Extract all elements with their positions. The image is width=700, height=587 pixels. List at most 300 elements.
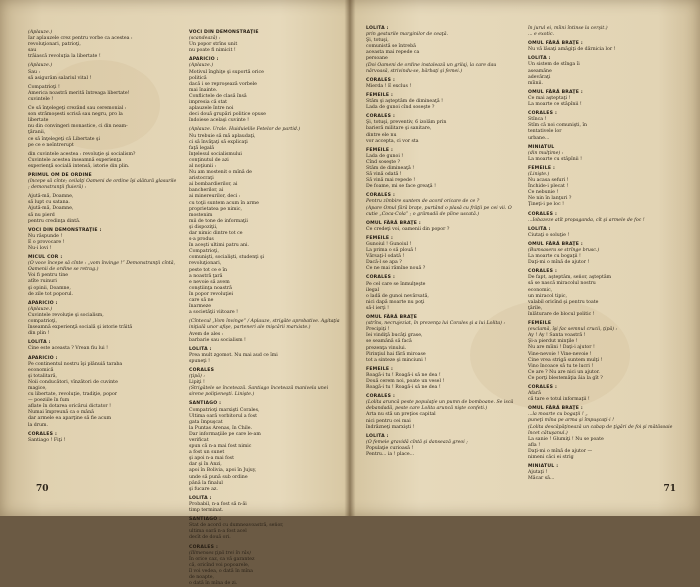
right-page-column-1 xyxy=(366,26,518,482)
dialogue-line: aplauzele între noi xyxy=(189,106,340,112)
dialogue-line: al noţiunii : xyxy=(189,164,340,170)
dialogue-line: Ce mai aşteptaţi ! xyxy=(528,96,680,102)
dialogue-line: Ce nebunie ! xyxy=(528,190,680,196)
speaker-name: APARICIO : xyxy=(189,57,340,63)
dialogue-line: şi dispoziţii, xyxy=(189,225,340,231)
dialogue-line: atîte ruinuri xyxy=(28,279,179,285)
dialogue-line: Pirinţiul hai fără miroase xyxy=(366,352,518,358)
dialogue-line: dacă i se reproşează vorbele xyxy=(189,82,340,88)
stage-direction: (Aplauze.) xyxy=(28,63,179,69)
left-page-column-1 xyxy=(28,30,179,486)
dialogue-line: gata împuşcat xyxy=(189,420,340,426)
dialogue-block xyxy=(528,406,680,461)
stage-direction: (O femeie gravidă cîntă şi dansează greoi ; xyxy=(366,440,518,446)
dialogue-line: Sau : xyxy=(28,70,179,76)
stage-direction: (Bumsasera se strînge brusc.) xyxy=(528,248,680,254)
dialogue-line: pe ce e neîntrerupt xyxy=(28,143,179,149)
dialogue-block xyxy=(189,496,340,514)
speaker-name: CORALES : xyxy=(528,385,680,391)
dialogue-line: a fost un sunet xyxy=(189,450,340,456)
dialogue-line: Prea mult zgomot. Nu mai aud ce îmi xyxy=(189,353,340,359)
stage-direction: (Aplauze. Urale. Huiduielile Fetelor de partid.) xyxy=(189,127,340,133)
dialogue-line: În orice caz, ca vă garantez xyxy=(189,557,340,563)
dialogue-line: Cuvintele acestea inseamnă experienţa xyxy=(28,158,179,164)
stage-direction: (ţipă) : xyxy=(189,374,340,380)
dialogue-line: revoluţionari, xyxy=(189,261,340,267)
stage-direction: (Linişte.) xyxy=(528,172,680,178)
stage-direction: (exclamă, îşi fac semnul crucii, ţipă) : xyxy=(528,327,680,333)
dialogue-line: nici pentru cei mai xyxy=(366,419,518,425)
dialogue-line: mîinii. xyxy=(528,81,680,87)
dialogue-line: un miracol tipic, xyxy=(528,294,680,300)
dialogue-line: la Puntas Arenas, în Chile. xyxy=(189,426,340,432)
speaker-name: OMUL FĂRĂ BRAŢE : xyxy=(528,90,680,96)
dialogue-line: peste tot ce e în xyxy=(189,268,340,274)
dialogue-line: înarmeze xyxy=(189,304,340,310)
dialogue-block xyxy=(366,26,518,75)
stage-direction: (Apare Omul fără braţe, purtând o plasă cu frăţii pe cei vii. O cutie „Coca-Cola” ; o grămadă de pîine uscată.) xyxy=(366,206,518,218)
dialogue-line: Stînca ! xyxy=(528,117,680,123)
dialogue-line: Roagă-i tu ! Roagă-i să ne dea ! xyxy=(366,385,518,391)
dialogue-line: Compatrioţi marxişti Corales, xyxy=(189,408,340,414)
dialogue-line: verificat xyxy=(189,438,340,444)
dialogue-line: Ajută-mă, Doamne, xyxy=(28,194,179,200)
dialogue-line: Ay ! Ay ! Santa voastră ! xyxy=(528,333,680,339)
dialogue-line: ci să învăţaţi să explicaţi xyxy=(189,140,340,146)
stage-direction: în jurul ei, mîini întinse la cerşit.) xyxy=(528,26,680,32)
dialogue-line: Motivul înghiţe şi suportă orice xyxy=(189,70,340,76)
dialogue-line: Ce credeţi voi, oamenii din popor ? xyxy=(366,227,518,233)
dialogue-line: Ajutaţi ! xyxy=(528,470,680,476)
speaker-name: OMUL FĂRĂ BRAŢE : xyxy=(528,242,680,248)
dialogue-line: îndoiese acelaşi cuvinte ! xyxy=(189,118,340,124)
dialogue-line: cu libertate, revoluţie, tradiţie, popor xyxy=(28,392,179,398)
dialogue-line: revoluţionari, patrioţi, xyxy=(28,42,179,48)
dialogue-line: Cuvintele revoluţie şi socialism, xyxy=(28,313,179,319)
dialogue-block xyxy=(28,194,179,224)
dialogue-line: nimeni căci ei strig xyxy=(528,455,680,461)
dialogue-line: Un sistem de stînga îi xyxy=(528,62,680,68)
dialogue-line: Mierda ! E exclus ! xyxy=(366,84,518,90)
dialogue-line: persoane xyxy=(366,56,518,62)
speaker-name: APARICIO : xyxy=(28,301,179,307)
dialogue-line: în popor revoluţiei xyxy=(189,292,340,298)
stage-direction: prin gesturile marginilor de ceaţă. xyxy=(366,32,518,38)
speaker-name: LOLITA : xyxy=(189,496,340,502)
dialogue-line: Nu vă lăsaţi amăgiţi de dărnicia lor ! xyxy=(528,47,680,53)
dialogue-line: compatrioţi, xyxy=(28,319,179,325)
dialogue-line: ultima oară n-a fost acel xyxy=(189,529,340,535)
dialogue-line: tot a sinteze şi minciuni ! xyxy=(366,358,518,364)
speaker-name: LOLITA : xyxy=(189,347,340,353)
dialogue-line: din cuvintele acestea : revoluţie şi socialism? xyxy=(28,152,179,158)
speaker-name: VOCI DIN DEMONSTRAŢIE xyxy=(189,30,340,36)
stage-direction: (Doi Oameni de ordine instalează un grilaj, la care dau nărvoasă, strivindu-se, bărbaţi şi femei.) xyxy=(366,63,518,75)
dialogue-line: Un popor strîns unit xyxy=(189,42,340,48)
dialogue-line: conţinutul de azi xyxy=(189,158,340,164)
stage-direction: ...la moarte cu bogaţii ! „ xyxy=(528,412,680,418)
dialogue-line: Pentru... ia ! place... xyxy=(366,452,518,458)
dialogue-line: Lada de gunoi cînd soseşte ? xyxy=(366,105,518,111)
dialogue-line: Gunoiul ! Gunoiul ! xyxy=(366,242,518,248)
dialogue-line: ţările, xyxy=(528,306,680,312)
dialogue-line: cu toţii suntem acum în arme xyxy=(189,201,340,207)
dialogue-line: apoi în Bolivia, apoi în Jujuy, xyxy=(189,468,340,474)
dialogue-line: Daţi-mi o mînă de ajutor ! xyxy=(528,260,680,266)
speaker-name: SANTIAGO : xyxy=(189,517,340,523)
dialogue-line: Daţi-mi o mînă de ajutor — xyxy=(528,449,680,455)
dialogue-line: care să ne xyxy=(189,298,340,304)
dialogue-block xyxy=(528,227,680,239)
dialogue-line: valabil oricînd şi pentru toate xyxy=(528,300,680,306)
dialogue-block xyxy=(28,301,179,338)
dialogue-line: Avem de ales : xyxy=(189,332,340,338)
dialogue-line: Ultima oară vorbitorul a fost xyxy=(189,414,340,420)
dialogue-line: Şi, totuşi, preventiv, 6 izolăm prin xyxy=(366,120,518,126)
dialogue-line: Cînd soseşte ? xyxy=(366,160,518,166)
speaker-name: FEMEILE xyxy=(528,321,680,327)
dialogue-block xyxy=(28,152,179,170)
dialogue-line: comunistă se întrebă xyxy=(366,44,518,50)
right-page-column-2 xyxy=(528,26,680,482)
dialogue-line: a noastră ţară xyxy=(189,274,340,280)
dialogue-line: Compatrioţi, xyxy=(189,249,340,255)
dialogue-line: să-l ierţi ! xyxy=(366,306,518,312)
stage-direction: ... e exotic. xyxy=(528,32,680,38)
dialogue-line: Măcar să... xyxy=(528,476,680,482)
stage-direction: (strîns, necrujeziat, în prezenţa lui Corales şi a lui Lolita) : xyxy=(366,321,518,327)
dialogue-block xyxy=(28,432,179,444)
dialogue-line: Stîm că noi comunişti, în xyxy=(528,123,680,129)
dialogue-line: că tare e totul informaţii ! xyxy=(528,397,680,403)
dialogue-line: Ce are ? Nu are nici un ajutor. xyxy=(528,370,680,376)
dialogue-line: spun că n-a mai fost nimic xyxy=(189,444,340,450)
dialogue-block xyxy=(528,166,680,209)
dialogue-line: Lada de gunoi ! xyxy=(366,154,518,160)
dialogue-line: adevăraţi xyxy=(528,75,680,81)
dialogue-line: ce să înţelegeţi că Libertate şi xyxy=(28,137,179,143)
dialogue-line: magice, xyxy=(28,386,179,392)
dialogue-block xyxy=(366,275,518,312)
dialogue-block xyxy=(366,78,518,90)
dialogue-line: şi apoi n-a mai fost xyxy=(189,456,340,462)
dialogue-line: Ce porţi blestemăţia ăia la gît ? xyxy=(528,376,680,382)
dialogue-block xyxy=(28,63,179,81)
dialogue-line: Iar aplauzele crez pentru vorbe ca acestea : xyxy=(28,36,179,42)
dialogue-line: ai bombardierilor, ai xyxy=(189,182,340,188)
dialogue-line: nu din convingeri monastice, ci din neam- xyxy=(28,124,179,130)
stage-direction: (începe să cînte; ceilalţi Oameni de ordine îşi alătură glasurile ; demonstranţii fluieră) : xyxy=(28,179,179,191)
dialogue-line: Să vină odată ! xyxy=(366,172,518,178)
dialogue-line: Afară xyxy=(528,391,680,397)
dialogue-block xyxy=(28,356,179,429)
speaker-name: CORALES : xyxy=(528,111,680,117)
dialogue-line: Populaţie curioasă ! xyxy=(366,446,518,452)
stage-direction: (scandează) : xyxy=(189,36,340,42)
dialogue-line: — poeziile în fum xyxy=(28,398,179,404)
dialogue-line: în aceşti ultimi patru ani. xyxy=(189,243,340,249)
dialogue-line: America noastră merită întreaga libertate! xyxy=(28,91,179,97)
dialogue-line: politică xyxy=(189,76,340,82)
speaker-name: FEMEILE : xyxy=(366,236,518,242)
dialogue-block xyxy=(28,106,179,149)
speaker-name: CORALES : xyxy=(528,212,680,218)
dialogue-line: barbarie sau socialism ! xyxy=(189,338,340,344)
dialogue-line: Închide-i plecat ! xyxy=(528,184,680,190)
dialogue-block xyxy=(528,90,680,108)
dialogue-block xyxy=(528,321,680,382)
dialogue-line: conştiinţa noastră xyxy=(189,286,340,292)
dialogue-block xyxy=(28,85,179,103)
dialogue-line: mii de tone de informaţii xyxy=(189,219,340,225)
stage-direction: (Lolita descăpăţinează un cabap de ţigări de foi şi mătăsoaie încet cătuşanul.) xyxy=(528,425,680,437)
speaker-name: MINIATUL xyxy=(528,145,680,151)
dialogue-line: să se nască miracolul nostru xyxy=(528,281,680,287)
dialogue-line: spuneţi ! xyxy=(189,359,340,365)
dialogue-line: afla ! xyxy=(528,443,680,449)
dialogue-line: deci două grupări politice opuse xyxy=(189,112,340,118)
dialogue-line: se seamănă să facă xyxy=(366,339,518,345)
dialogue-line: Compatrioţi ! xyxy=(28,85,179,91)
dialogue-line: Conflictele de clasă însă xyxy=(189,94,340,100)
dialogue-line: ai minereurilor, deci : xyxy=(189,194,340,200)
dialogue-line: Ce ne mai rămîne nouă ? xyxy=(366,266,518,272)
dialogue-block xyxy=(528,464,680,482)
dialogue-line: Nu am mostenit o mînă de xyxy=(189,170,340,176)
page-number-left: 70 xyxy=(36,484,49,494)
dialogue-line: La moarte ce stăpînii ! xyxy=(528,102,680,108)
speaker-name: SANTIAGO : xyxy=(189,401,340,407)
dialogue-block xyxy=(366,148,518,191)
dialogue-line: înseamnă experienţă socială şi istorie trăită xyxy=(28,325,179,331)
dialogue-line: Pe continentul nostru îşi plănuiă taraba xyxy=(28,362,179,368)
dialogue-line: îndrăzneţi marxişti ! xyxy=(366,425,518,431)
dialogue-line: libertate xyxy=(28,118,179,124)
dialogue-line: Numai împreună ca o mână xyxy=(28,410,179,416)
dialogue-line: economic, xyxy=(528,288,680,294)
dialogue-line: Stăm de dimineaţă ! xyxy=(366,166,518,172)
dialogue-line: din plin ! xyxy=(28,331,179,337)
dialogue-line: aflate în dotarea oricărui dictator ! xyxy=(28,404,179,410)
dialogue-line: timp terminat. xyxy=(189,508,340,514)
speaker-name: CORALES : xyxy=(528,269,680,275)
dialogue-line: dar şi în Anzi, xyxy=(189,462,340,468)
dialogue-line: până la finalul xyxy=(189,481,340,487)
stage-direction: (Aplauze.) xyxy=(28,30,179,36)
speaker-name: FEMEILE : xyxy=(528,166,680,172)
speaker-name: FEMEILE : xyxy=(366,93,518,99)
dialogue-block xyxy=(189,401,340,492)
dialogue-block xyxy=(366,394,518,431)
dialogue-line: Vine-nevoie ! Vine-nevoie ! xyxy=(528,352,680,358)
dialogue-line: aceasta mai repede ca xyxy=(366,50,518,56)
stage-direction: (Strigătele se încetează. Santiago încetează manivela unei sirene poliţieneşti. Linişte.) xyxy=(189,386,340,398)
speaker-name: PRIMUL OM DE ORDINE xyxy=(28,173,179,179)
dialogue-line: Nu trebuie să mă aplaudaţi, xyxy=(189,134,340,140)
left-page-column-2 xyxy=(189,30,340,486)
dialogue-line: să asigurăm salariul vital ! xyxy=(28,76,179,82)
dialogue-line: Dacă-l se apa ? xyxy=(366,260,518,266)
stage-direction: puneţi mîna pe arma şi împuşcaţi-i ! xyxy=(528,418,680,424)
speaker-name: OMUL FĂRĂ BRAŢE : xyxy=(528,406,680,412)
speaker-name: FEMEILE : xyxy=(366,367,518,373)
speaker-name: OMUL FĂRĂ BRAŢE : xyxy=(366,221,518,227)
dialogue-line: şi totalitară, xyxy=(28,374,179,380)
dialogue-line: vor accepta, ci vor sta xyxy=(366,139,518,145)
page-number-right: 71 xyxy=(663,484,676,494)
speaker-name: LOLITA : xyxy=(366,434,518,440)
dialogue-line: mai înainte. xyxy=(189,88,340,94)
dialogue-line: sau xyxy=(28,48,179,54)
dialogue-block xyxy=(366,93,518,111)
dialogue-line: De foame, mi se face greaţă ! xyxy=(366,184,518,190)
dialogue-block xyxy=(28,30,179,60)
dialogue-line: Nu acasa sefuri ! xyxy=(528,178,680,184)
dialogue-line: Cine vrea strigă suntem mulţi ! xyxy=(528,358,680,364)
dialogue-line: E o provocare ! xyxy=(28,240,179,246)
dialogue-line: Nu-i lovi ! xyxy=(28,246,179,252)
dialogue-line: Cine este aceasta ? Vrean fiu lui ! xyxy=(28,346,179,352)
dialogue-line: nici dapă moarte nu poţi xyxy=(366,300,518,306)
dialogue-line: înţelesul socialismului xyxy=(189,152,340,158)
speaker-name: FEMEILE : xyxy=(366,148,518,154)
dialogue-line: decît de două ori. xyxy=(189,535,340,541)
dialogue-line: Precipiţi ! xyxy=(366,327,518,333)
dialogue-line: să nu pierd xyxy=(28,213,179,219)
dialogue-block xyxy=(189,57,340,124)
dialogue-block xyxy=(528,41,680,53)
dialogue-line: Două cerem noi, poate un vesel ! xyxy=(366,379,518,385)
dialogue-line: de noapte, xyxy=(189,575,340,581)
dialogue-line: Stăm şi aşteptăm de dimineaţă ! xyxy=(366,99,518,105)
dialogue-line: dar armele ea aparţine să fie acum xyxy=(28,416,179,422)
dialogue-line: ilegal xyxy=(366,288,518,294)
dialogue-line: Noii conducători, vînzători de cuvinte xyxy=(28,380,179,386)
speaker-name: OMUL FĂRĂ BRAŢE xyxy=(366,315,518,321)
dialogue-line: impresia că stat xyxy=(189,100,340,106)
dialogue-line: prezenţa vinului. xyxy=(366,346,518,352)
right-page xyxy=(352,0,700,516)
dialogue-line: La prima o să plouă ! xyxy=(366,248,518,254)
dialogue-line: dar nimic dintre tot ce xyxy=(189,231,340,237)
dialogue-block xyxy=(189,517,340,541)
dialogue-block xyxy=(189,545,340,587)
stage-direction: Pentru zîmbire suntem de acord oricare de ce ? xyxy=(366,199,518,205)
dialogue-line: înlăturare de blocul politic ! xyxy=(528,312,680,318)
dialogue-line: Pe cel care se înmulţeşte xyxy=(366,282,518,288)
dialogue-line: şi opinii, Doamne, xyxy=(28,286,179,292)
dialogue-line: Dar informaţiile pe care le-am xyxy=(189,432,340,438)
speaker-name: APARICIO : xyxy=(28,356,179,362)
speaker-name: MICUL COR : xyxy=(28,255,179,261)
dialogue-block xyxy=(366,434,518,458)
dialogue-block xyxy=(366,193,518,217)
stage-direction: (Illmenses ţipă trei în râs) xyxy=(189,551,340,557)
dialogue-line: La moarte cu stăpînii ! xyxy=(528,157,680,163)
dialogue-block xyxy=(366,114,518,144)
speaker-name: LOLITA : xyxy=(28,340,179,346)
dialogue-block xyxy=(189,319,340,343)
dialogue-line: Ţineţi-i pe loc ! xyxy=(528,202,680,208)
dialogue-line: Probabil, n-a fost să n-ăi xyxy=(189,502,340,508)
dialogue-line: barieră militare şi sanitare, xyxy=(366,126,518,132)
dialogue-line: e nevoie să avem xyxy=(189,280,340,286)
dialogue-block xyxy=(528,145,680,163)
left-page xyxy=(0,0,348,516)
dialogue-line: a societăţii viitoare ! xyxy=(189,310,340,316)
dialogue-line: De fapt, aşteptăm, señor, aşteptăm xyxy=(528,275,680,281)
dialogue-line: pentru credinţa dintă. xyxy=(28,219,179,225)
stage-direction: (Aplauze.) xyxy=(189,63,340,69)
dialogue-line: aseamăne xyxy=(528,69,680,75)
dialogue-line: bancherilor, ai xyxy=(189,188,340,194)
speaker-name: LOLITA : xyxy=(366,26,518,32)
dialogue-line: o dată în mîna de zi. xyxy=(189,581,340,587)
dialogue-line: la drum. xyxy=(28,423,179,429)
dialogue-line: că, oricînd voi popoarele, xyxy=(189,563,340,569)
dialogue-line: unde să pună sub ordine xyxy=(189,475,340,481)
dialogue-line: Ajută-mă, Doamne, xyxy=(28,206,179,212)
dialogue-line: o ladă de gunoi nevărsată, xyxy=(366,294,518,300)
dialogue-block xyxy=(528,269,680,318)
dialogue-line: Voi fi pentru tine xyxy=(28,273,179,279)
dialogue-block xyxy=(528,212,680,224)
dialogue-line: urbane... xyxy=(528,136,680,142)
speaker-name: CORALES : xyxy=(366,114,518,120)
dialogue-line: Lipiţi ! xyxy=(189,380,340,386)
dialogue-block xyxy=(28,228,179,252)
dialogue-block xyxy=(189,368,340,398)
dialogue-line: Şi, totuşi, xyxy=(366,38,518,44)
dialogue-line: tentativele lor xyxy=(528,129,680,135)
dialogue-block xyxy=(366,221,518,233)
dialogue-line: Vino încoace să tu te lucri ! xyxy=(528,364,680,370)
dialogue-line: faţă legală xyxy=(189,146,340,152)
dialogue-line: ţăranii, xyxy=(28,130,179,136)
speaker-name: LOLITA : xyxy=(528,56,680,62)
dialogue-block xyxy=(528,111,680,141)
speaker-name: VOCI DIN DEMONSTRAŢIE : xyxy=(28,228,179,234)
stage-direction: (din mulţime) : xyxy=(528,151,680,157)
dialogue-line: mostenim xyxy=(189,213,340,219)
speaker-name: CORALES : xyxy=(366,78,518,84)
dialogue-line: son strămoşesti scrisă sau negru, pro la xyxy=(28,112,179,118)
dialogue-block xyxy=(28,340,179,352)
dialogue-line: cuvintele ! xyxy=(28,97,179,103)
dialogue-line: proprietatea pe nimic, xyxy=(189,207,340,213)
dialogue-line: îl voi vedea, o dată în mîna xyxy=(189,569,340,575)
speaker-name: CORALES xyxy=(189,368,340,374)
dialogue-line: Să vină mai repede ! xyxy=(366,178,518,184)
dialogue-block xyxy=(189,347,340,365)
stage-direction: (O voce începe să cînte : „vom învinge !” Demonstranţii cîntă, Oamenii de ordine se retrag.) xyxy=(28,261,179,273)
stage-direction: (Aplauze.) xyxy=(28,307,179,313)
speaker-name: LOLITA : xyxy=(528,227,680,233)
dialogue-block xyxy=(366,315,518,364)
speaker-name: CORALES : xyxy=(28,432,179,438)
stage-direction: ...Iobazeze atît propaganda, cît şi armele de foc ! xyxy=(528,218,680,224)
speaker-name: CORALES : xyxy=(366,193,518,199)
dialogue-line: Vărsaţi-l odată ! xyxy=(366,254,518,260)
dialogue-line: Stat de acord cu dumneavoastră, señor, xyxy=(189,523,340,529)
speaker-name: CORALES : xyxy=(366,394,518,400)
dialogue-block xyxy=(28,173,179,191)
dialogue-line: trăiască revoluţia la libertate ! xyxy=(28,54,179,60)
dialogue-line: Nu are mîini ! Daţi-i ajutor ! xyxy=(528,345,680,351)
dialogue-line: aristocraţi xyxy=(189,176,340,182)
dialogue-line: Ne nin în lanţuri ? xyxy=(528,196,680,202)
dialogue-line: Nu răspunde ! xyxy=(28,234,179,240)
